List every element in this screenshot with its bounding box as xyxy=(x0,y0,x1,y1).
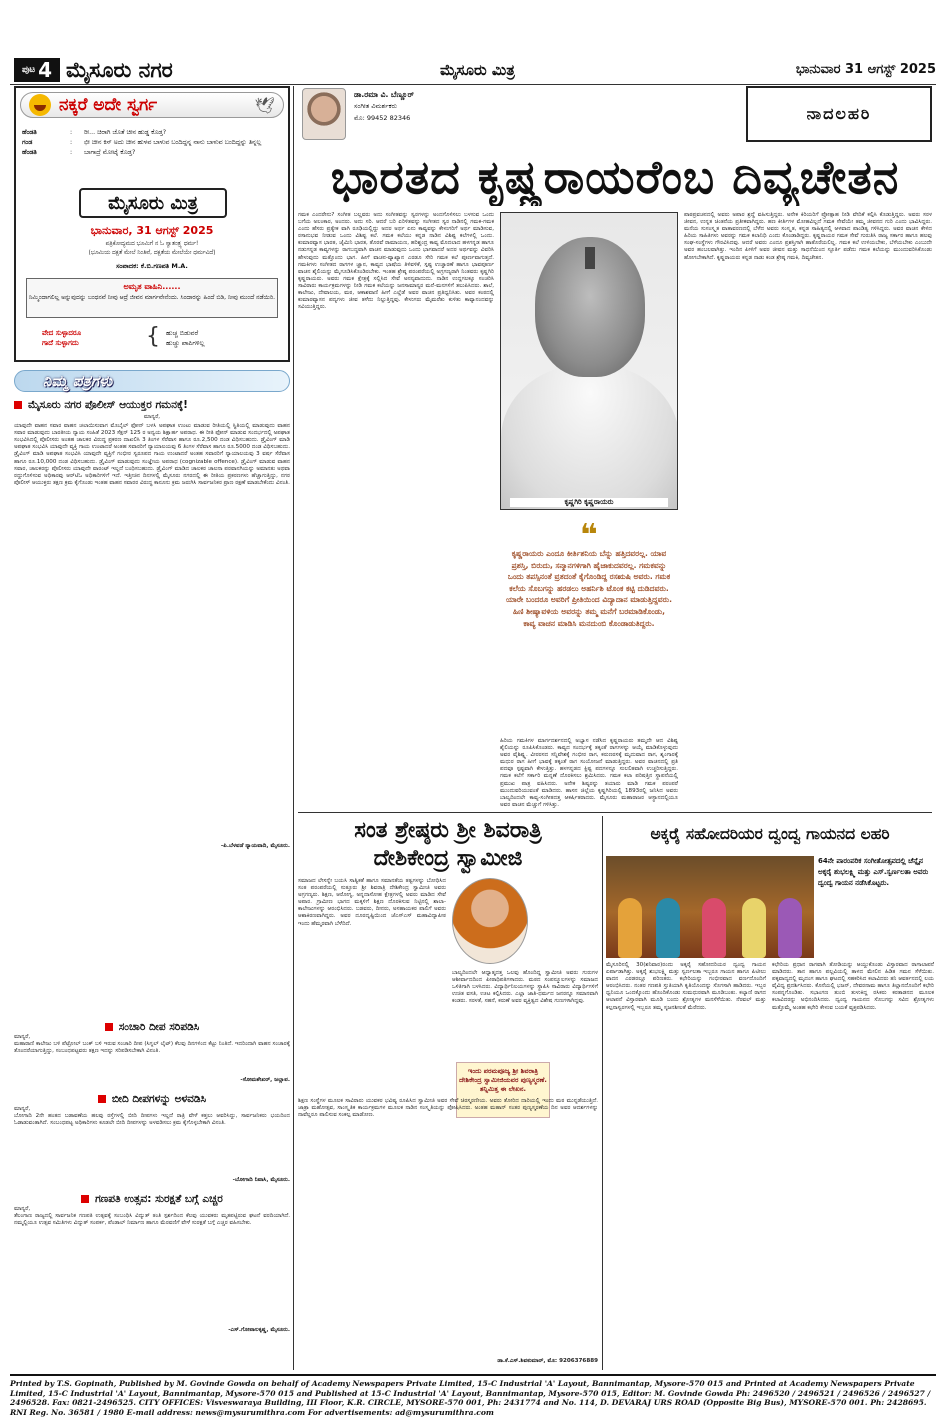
brace-icon: { xyxy=(146,324,160,349)
article-divider xyxy=(298,812,932,813)
swami-column-2a: ಬಾಲ್ಯದಿಂದಲೇ ಆಧ್ಯಾತ್ಮದತ್ತ ಒಲವು ಹೊಂದಿದ್ದ ಸ್ವಾಮೀಜಿ ಅವರು ಗುರುಗಳ ಆಶೀರ್ವಾದದಿಂದ ಪೀಠಾಧಿಪತಿಗಳಾದರು. ಮಠದ ಸಂಪನ್ಮೂಲಗಳನ್ನು ಸಮಾಜದ ಒಳಿತಿಗಾಗಿ ಬಳಸಿದರು. ವಿದ್ಯಾರ್ಥಿನಿಲಯಗಳನ್ನು ಸ್ಥಾಪಿಸಿ ಸಾವಿರಾರು ವಿದ್ಯಾರ್ಥಿಗಳಿಗೆ ಉಚಿತ ವಸತಿ, ಊಟ ಕಲ್ಪಿಸಿದರು. ಎಲ್ಲಾ ಜಾತಿ-ಧರ್ಮದ ಜನರನ್ನೂ ಸಮಾನವಾಗಿ ಕಂಡರು. ಸರಳತೆ, ಸಹನೆ, ಕರುಣೆ ಅವರ ವ್ಯಕ್ತಿತ್ವದ ವಿಶೇಷ ಗುಣಗಳಾಗಿದ್ದವು. xyxy=(452,970,598,1005)
letters-section-title: ನಿಮ್ಮ ಪತ್ರಗಳು xyxy=(43,372,113,390)
proverb-line: ವೇದ ಸುಳ್ಳಾದರೂ xyxy=(42,329,82,337)
proverb-right xyxy=(166,328,276,348)
joke-text: ಬಾಗಾದ್ರೆ ಮೋಟೈ ಕೊಡ್ತ? xyxy=(84,149,136,156)
birds-icon: 🕊 xyxy=(254,95,275,115)
page-number: 4 xyxy=(38,58,53,82)
joke-banner xyxy=(20,92,284,118)
author-name: ಡಾ.ರಮಾ ವಿ. ಬೆಣ್ಣೂರ್ xyxy=(354,90,414,99)
letter-title-text: ಬೀದಿ ದೀಪಗಳನ್ನು ಅಳವಡಿಸಿ xyxy=(111,1093,207,1105)
sisters-column-1: ಮೈಸೂರಿನಲ್ಲಿ 30(ಶನಿವಾರ)ರಂದು ಅಕ್ಕರೈ ಸಹೋದರಿಯರ ದ್ವಂದ್ವ ಗಾಯನ ಏರ್ಪಾಡಾಗಿತ್ತು. ಅಕ್ಕರೈ ಶುಭಲಕ್ಷ್ಮಿ ಮತ್ತು ಸ್ವರ್ಣಲತಾ ಇಬ್ಬರೂ ಗಾಯನ ಹಾಗೂ ಪಿಟೀಲು ವಾದನ ಎರಡರಲ್ಲೂ ಪರಿಣತರು. ಕಛೇರಿಯನ್ನು ಗಂಭೀರವಾದ ವರ್ಣದೊಂದಿಗೆ ಆರಂಭಿಸಿದರು. ನಂತರ ಗಣಪತಿ ಸ್ತುತಿಯಾಗಿ ಕೃತಿಯೊಂದನ್ನು ಸೊಗಸಾಗಿ ಹಾಡಿದರು. ಇಬ್ಬರ ಧ್ವನಿಯೂ ಒಂದಕ್ಕೊಂದು ಹೊಂದಿಕೊಂಡು ಸುಮಧುರವಾಗಿ ಮೂಡಿಬಂತು. ಕಲ್ಯಾಣಿ ರಾಗದ ಆಲಾಪನೆ ವಿಸ್ತಾರವಾಗಿ ಮೂಡಿ ಬಂದು ಶ್ರೋತೃಗಳ ಮನಸೆಳೆಯಿತು. ನೆರವಲ್ ಮತ್ತು ಕಲ್ಪನಾಸ್ವರಗಳಲ್ಲಿ ಇಬ್ಬರೂ ತಮ್ಮ ಸೃಜನಶೀಲತೆ ಮೆರೆದರು. xyxy=(606,962,766,1011)
swami-headline xyxy=(298,816,598,872)
joke-box xyxy=(14,86,290,362)
joke-line: ಗಂಡ : ಛೀ ಚೀನ ಕಿಸ್ ಅದು ಚೀನ ಹುಳವ ಬಾಳುವ ಬಂದಿದ್ದನ್ನ ನಾನು ಬಾಳುವ ಬಂದಿದ್ದನ್ನು ತಿನ್ನಲ್ಲ xyxy=(22,138,284,148)
article-column-3: ಪಾಠಪ್ರವಚನದಲ್ಲಿ ಅವರು ಅಪಾರ ಶ್ರದ್ಧೆ ವಹಿಸುತ್ತಿದ್ದರು. ಅನೇಕ ಕಿರಿಯರಿಗೆ ಪ್ರೋತ್ಸಾಹ ನೀಡಿ ವೇದಿಕೆ ಕಲ್ಪಿಸಿ ಕೊಡುತ್ತಿದ್ದರು. ಅವರು ಸರಳ ಜೀವನ, ಉನ್ನತ ಚಿಂತನೆಯ ಪ್ರತೀಕವಾಗಿದ್ದರು. ಹಣ ಕೀರ್ತಿಗಳ ಮೋಹವಿಲ್ಲದೆ ಗಮಕ ಸೇವೆಯೇ ತಮ್ಮ ಜೀವನದ ಗುರಿ ಎಂದು ಭಾವಿಸಿದ್ದರು. ಮನೆಯ ಸುಸಂಸ್ಕೃತ ವಾತಾವರಣದಲ್ಲಿ ಬೆಳೆದ ಅವರು ಸಂಸ್ಕೃತ, ಕನ್ನಡ ಸಾಹಿತ್ಯದಲ್ಲಿ ಆಳವಾದ ಪಾಂಡಿತ್ಯ ಗಳಿಸಿದ್ದರು. ಅವರ ವಾಚನ ಕೇಳಿದ ಹಿರಿಯ ಸಾಹಿತಿಗಳು ಅವರನ್ನು ಗಮಕ ಕಲಾನಿಧಿ ಎಂದು ಕೊಂಡಾಡಿದ್ದರು. ಕೃಷ್ಣರಾಯರ ಗಮಕ ಸೇವೆ ಗುರುತಿಸಿ ರಾಜ್ಯ ಸರ್ಕಾರ ಹಾಗೂ ಹಲವು ಸಂಘ-ಸಂಸ್ಥೆಗಳು ಗೌರವಿಸಿದವು. ಆದರೆ ಅವರು ಎಂದೂ ಪ್ರಶಸ್ತಿಗಾಗಿ ಹಾತೊರೆಯಲಿಲ್ಲ. ಗಮಕ ಕಲೆ ಉಳಿಯಬೇಕು, ಬೆಳೆಯಬೇಕು ಎಂಬುದೇ ಅವರ ಹಂಬಲವಾಗಿತ್ತು. ಇಂದಿನ ಪೀಳಿಗೆ ಅವರ ಜೀವನ ಮತ್ತು ಸಾಧನೆಯಿಂದ ಸ್ಫೂರ್ತಿ ಪಡೆದು ಗಮಕ ಕಲೆಯನ್ನು ಮುಂದುವರಿಸಿಕೊಂಡು ಹೋಗಬೇಕಾಗಿದೆ. ಕೃಷ್ಣರಾಯರು ಕನ್ನಡ ನಾಡು ಕಂಡ ಶ್ರೇಷ್ಠ ಗಮಕಿ, ದಿವ್ಯಚೇತನ. xyxy=(684,212,932,261)
letter-salutation: ಮಾನ್ಯರೆ, xyxy=(143,414,161,420)
portrait-photo xyxy=(500,212,678,510)
editor-line: ಸಂಪಾದಕ: ಕೆ.ಬಿ.ಗಣಪತಿ M.A. xyxy=(116,262,188,270)
letter-signature: -ಪಿ.ಬೆಳವಡೆ ನ್ಯಾಯವಾದಿ, ಮೈಸೂರು. xyxy=(220,843,290,850)
main-headline: ಭಾರತದ ಕೃಷ್ಣರಾಯರೆಂಬ ದಿವ್ಯಚೇತನ xyxy=(330,150,900,204)
issue-date: ಭಾನುವಾರ 31 ಆಗಸ್ಟ್ 2025 xyxy=(795,62,936,77)
proverb-left xyxy=(42,328,142,348)
quote-mark-icon: ❝ xyxy=(580,518,598,553)
letter-body: ಬೋಗಾದಿ 2ನೇ ಹಂತದ ಬಡಾವಣೆಯ ಹಲವು ರಸ್ತೆಗಳಲ್ಲಿ ಬೀದಿ ದೀಪಗಳು ಇಲ್ಲದೆ ರಾತ್ರಿ ವೇಳೆ ಕತ್ತಲು ಆವರಿಸಿದ್ದು, ಸಾರ್ವಜನಿಕರು ಭಯದಿಂದ ಓಡಾಡುವಂತಾಗಿದೆ. ಸಂಬಂಧಪಟ್ಟ ಅಧಿಕಾರಿಗಳು ಕೂಡಲೇ ಬೀದಿ ದೀಪಗಳನ್ನು ಅಳವಡಿಸಲು ಕ್ರಮ ಕೈಗೊಳ್ಳಬೇಕಾಗಿ ವಿನಂತಿ. xyxy=(14,1113,290,1127)
publication-date: ಭಾನುವಾರ, 31 ಆಗಸ್ಟ್ 2025 xyxy=(90,224,214,237)
proverb-line: ಹುಚ್ಚು ಪಾಪಿಗಳಿಲ್ಲ xyxy=(166,339,205,347)
letter-item xyxy=(14,1020,290,1084)
proverb-line: ಗಾದೆ ಸುಳ್ಳಾಗದು xyxy=(42,339,79,347)
concert-performer xyxy=(656,898,680,958)
column-divider xyxy=(602,816,603,1370)
joke-speaker: ಹೆಂಡತಿ xyxy=(22,129,37,136)
letter-signature: -ಸೋಮಶೇಖರ್, ಜಲ್ಲಾಪ. xyxy=(240,1077,290,1084)
swami-column-1a: ಸಮಾಜದ ಲೇಸನ್ನೇ ಬಯಸಿ ಸಾತ್ವಿಕತೆ ಹಾಗೂ ಸಮಾನತೆಯ ತತ್ವಗಳನ್ನು ಬೋಧಿಸಿದ ಸಂತ ಪರಂಪರೆಯಲ್ಲಿ ಸುತ್ತೂರು ಶ್ರೀ ಶಿವರಾತ್ರಿ ದೇಶಿಕೇಂದ್ರ ಸ್ವಾಮೀಜಿ ಅವರು ಅಗ್ರಗಣ್ಯರು. ಶಿಕ್ಷಣ, ಆರೋಗ್ಯ, ಅನ್ನದಾಸೋಹ ಕ್ಷೇತ್ರಗಳಲ್ಲಿ ಅವರು ಮಾಡಿದ ಸೇವೆ ಅಪಾರ. ಗ್ರಾಮೀಣ ಭಾಗದ ಮಕ್ಕಳಿಗೆ ಶಿಕ್ಷಣ ದೊರಕಿಸುವ ನಿಟ್ಟಿನಲ್ಲಿ ಶಾಲಾ-ಕಾಲೇಜುಗಳನ್ನು ಆರಂಭಿಸಿದರು. ಬಡವರು, ದೀನರು, ಅಸಹಾಯಕರ ಪಾಲಿಗೆ ಅವರು ಆಶಾಕಿರಣವಾಗಿದ್ದರು. ಅವರ ದೂರದೃಷ್ಟಿಯಿಂದ ಜೆಎಸ್ಎಸ್ ಮಹಾವಿದ್ಯಾಪೀಠ ಇಂದು ಹೆಮ್ಮರವಾಗಿ ಬೆಳೆದಿದೆ. xyxy=(298,878,446,927)
portrait-forehead-mark xyxy=(585,247,595,269)
joke-title: ನಕ್ಕರೆ ಅದೇ ಸ್ವರ್ಗ xyxy=(59,95,158,115)
concert-caption: 64ನೇ ಪಾರಂಪರಿಕ ಸಂಗೀತೋತ್ಸವದಲ್ಲಿ ಚೆನ್ನೈನ ಅಕ್ಕರೈ ಶುಭಲಕ್ಷ್ಮಿ ಮತ್ತು ಎಸ್.ಸ್ವರ್ಣಲತಾ ಅವರು ದ್ವಂದ್ವ ಗಾಯನ ನಡೆಸಿಕೊಟ್ಟರು. xyxy=(818,857,929,887)
letter-title-text: ಸಂಚಾರಿ ದೀಪ ಸರಿಪಡಿಸಿ xyxy=(118,1021,200,1033)
joke-text: ಛೀ ಚೀನ ಕಿಸ್ ಅದು ಚೀನ ಹುಳವ ಬಾಳುವ ಬಂದಿದ್ದನ್ನ ನಾನು ಬಾಳುವ ಬಂದಿದ್ದನ್ನು ತಿನ್ನಲ್ಲ xyxy=(84,139,262,146)
letter-item xyxy=(14,398,290,850)
page-label: ಪುಟ xyxy=(21,65,36,75)
concert-photo xyxy=(606,856,814,958)
letter-title-text: ಗಣಪತಿ ಉತ್ಸವ: ಸುರಕ್ಷತೆ ಬಗ್ಗೆ ಎಚ್ಚರ xyxy=(95,1193,223,1205)
letter-title-text: ಮೈಸೂರು ನಗರ ಪೊಲೀಸ್ ಆಯುಕ್ತರ ಗಮನಕ್ಕೆ! xyxy=(28,399,188,411)
red-square-bullet-icon xyxy=(98,1095,106,1103)
letter-salutation: ಮಾನ್ಯರೆ, xyxy=(14,1206,31,1212)
joke-speaker: ಹೆಂಡತಿ xyxy=(22,149,37,156)
letter-title xyxy=(14,398,290,412)
joke-text: ರೀ... ಚಿರಾಗಿ ಜೊತೆ ಚೀನ ಹುಡ್ಡ ಕೊಡ್ತ? xyxy=(84,129,167,136)
concert-performer xyxy=(618,898,642,958)
laugh-emoji-icon xyxy=(29,94,51,116)
page-number-badge xyxy=(14,58,60,82)
paper-logo: ಮೈಸೂರು ಮಿತ್ರ xyxy=(79,188,227,218)
joke-line: ಹೆಂಡತಿ : ಬಾಗಾದ್ರೆ ಮೋಟೈ ಕೊಡ್ತ? xyxy=(22,148,284,158)
swami-photo xyxy=(452,878,528,964)
swami-byline: ಡಾ.ಕೆ.ಎಸ್.ಶಿವಕುಮಾರ್, ಮೊ: 9206376889 xyxy=(497,1358,598,1364)
swami-headline-line-2: ದೇಶಿಕೇಂದ್ರ ಸ್ವಾಮೀಜಿ xyxy=(373,845,523,871)
swami-column-body: ಶಿಕ್ಷಣ ಸಂಸ್ಥೆಗಳ ಮೂಲಕ ಸಾವಿರಾರು ಯುವಕರ ಭವಿಷ್ಯ ರೂಪಿಸಿದ ಸ್ವಾಮೀಜಿ ಅವರ ಸೇವೆ ಚಿರಸ್ಮರಣೀಯ. ಅವರು ತೋರಿದ ದಾರಿಯಲ್ಲಿ ಇಂದು ಮಠ ಮುನ್ನಡೆಯುತ್ತಿದೆ. ಜಾತ್ರಾ ಮಹೋತ್ಸವ, ಸಾಂಸ್ಕೃತಿಕ ಕಾರ್ಯಕ್ರಮಗಳ ಮೂಲಕ ನಾಡಿನ ಸಂಸ್ಕೃತಿಯನ್ನು ಪೋಷಿಸಿದರು. ಅಂತಹ ಮಹಾನ್ ಸಂತರ ಪುಣ್ಯಸ್ಮರಣೆಯ ದಿನ ಅವರ ಆದರ್ಶಗಳನ್ನು ನಾವೆಲ್ಲರೂ ಪಾಲಿಸುವ ಸಂಕಲ್ಪ ಮಾಡೋಣ. xyxy=(298,1098,598,1119)
portrait-body xyxy=(501,363,678,510)
sisters-headline: ಅಕ್ಕರೈ ಸಹೋದರಿಯರ ದ್ವಂದ್ವ ಗಾಯನದ ಲಹರಿ xyxy=(650,824,890,843)
section-tag: ನಾದಲಹರಿ xyxy=(746,86,932,142)
author-phone: ಮೊ: 99452 82346 xyxy=(354,114,411,122)
letters-section-header xyxy=(14,370,290,392)
article-column-2: ಹಿರಿಯ ಗಮಕಿಗಳ ಮಾರ್ಗದರ್ಶನದಲ್ಲಿ ಅಭ್ಯಾಸ ನಡೆಸಿದ ಕೃಷ್ಣರಾಯರು ತಮ್ಮದೇ ಆದ ವಿಶಿಷ್ಟ ಶೈಲಿಯನ್ನು ರೂಪಿಸಿಕೊಂಡರು. ಕಾವ್ಯದ ಸಂದರ್ಭಕ್ಕೆ ತಕ್ಕಂತೆ ರಾಗಗಳನ್ನು ಆಯ್ಕೆ ಮಾಡಿಕೊಳ್ಳುವುದು ಅವರ ವೈಶಿಷ್ಟ್ಯ. ವೀರರಸದ ಸನ್ನಿವೇಶಕ್ಕೆ ಗಂಭೀರ ರಾಗ, ಕರುಣರಸಕ್ಕೆ ಮೃದುವಾದ ರಾಗ, ಶೃಂಗಾರಕ್ಕೆ ಮಧುರ ರಾಗ ಹೀಗೆ ಭಾವಕ್ಕೆ ತಕ್ಕಂತೆ ರಾಗ ಸಂಯೋಜನೆ ಮಾಡುತ್ತಿದ್ದರು. ಅವರ ವಾಚನದಲ್ಲಿ ಪ್ರತಿ ಪದವೂ ಸ್ಪಷ್ಟವಾಗಿ ಕೇಳುತ್ತಿತ್ತು. ಹಳಗನ್ನಡದ ಕ್ಲಿಷ್ಟ ಪದಗಳನ್ನೂ ಸುಲಲಿತವಾಗಿ ಉಚ್ಚರಿಸುತ್ತಿದ್ದರು. ಗಮಕ ಕಲೆಗೆ ಸರ್ಕಾರಿ ಮನ್ನಣೆ ದೊರಕಿಸಲು ಶ್ರಮಿಸಿದರು. ಗಮಕ ಕಲಾ ಪರಿಷತ್ತಿನ ಸ್ಥಾಪನೆಯಲ್ಲಿ ಪ್ರಮುಖ ಪಾತ್ರ ವಹಿಸಿದರು. ಅನೇಕ ಶಿಷ್ಯರನ್ನು ತಯಾರು ಮಾಡಿ ಗಮಕ ಪರಂಪರೆ ಮುಂದುವರಿಯುವಂತೆ ಮಾಡಿದರು. ಹಾಸನ ಜಿಲ್ಲೆಯ ಕೃಷ್ಣಗಿರಿಯಲ್ಲಿ 1893ರಲ್ಲಿ ಜನಿಸಿದ ಅವರು ಬಾಲ್ಯದಿಂದಲೇ ಕಾವ್ಯ-ಸಂಗೀತದತ್ತ ಆಕರ್ಷಿತರಾದರು. ಮೈಸೂರು ಮಹಾರಾಜರ ಆಸ್ಥಾನದಲ್ಲಿಯೂ ಅವರ ವಾಚನ ಮೆಚ್ಚುಗೆ ಗಳಿಸಿತ್ತು. xyxy=(500,738,678,808)
letter-signature: -ಬೋಗಾದಿ ನಿವಾಸಿ, ಮೈಸೂರು. xyxy=(232,1177,290,1184)
letter-body: ತೆಲಂಗಾಣ ರಾಜ್ಯದಲ್ಲಿ ಸಾರ್ವಜನಿಕ ಗಣಪತಿ ಉತ್ಸವಕ್ಕೆ ಸಂಬಂಧಿಸಿ ವಿದ್ಯುತ್ ತಂತಿ ಸ್ಪರ್ಶದಿಂದ ಕೆಲವು ಯುವಕರು ಮೃತಪಟ್ಟಿರುವ ಘಟನೆ ವರದಿಯಾಗಿದೆ. ನಮ್ಮಲ್ಲಿಯೂ ಉತ್ಸವ ಸಮಿತಿಗಳು ವಿದ್ಯುತ್ ಸಂಪರ್ಕ, ಪೆಂಡಾಲ್ ನಿರ್ಮಾಣ ಹಾಗೂ ಮೆರವಣಿಗೆ ವೇಳೆ ಸುರಕ್ಷತೆ ಬಗ್ಗೆ ಎಚ್ಚರ ವಹಿಸಬೇಕು. xyxy=(14,1213,290,1227)
swami-headline-line-1: ಸಂತ ಶ್ರೇಷ್ಠರು ಶ್ರೀ ಶಿವರಾತ್ರಿ xyxy=(354,817,542,843)
letter-title xyxy=(14,1092,290,1106)
letter-signature: -ಎಸ್.ಗೋಪಾಲಕೃಷ್ಣ, ಮೈಸೂರು. xyxy=(228,1327,290,1334)
author-role: ಸಂಗೀತ ವಿಮರ್ಶಕರು xyxy=(354,102,398,110)
pull-quote xyxy=(500,518,678,732)
letter-body: ಮಹಾರಾಣಿ ಕಾಲೇಜು ಬಳಿ ಪೆಟ್ರೋಲ್ ಬಂಕ್ ಬಳಿ ಇರುವ ಸಂಚಾರಿ ದೀಪ (ಸಿಗ್ನಲ್ ಲೈಟ್) ಕೆಲವು ದಿನಗಳಿಂದ ಕೆಟ್ಟು ನಿಂತಿದೆ. ಇದರಿಂದಾಗಿ ವಾಹನ ಸಂಚಾರಕ್ಕೆ ತೊಂದರೆಯಾಗುತ್ತಿದ್ದು, ಸಂಬಂಧಪಟ್ಟವರು ತಕ್ಷಣ ಇದನ್ನು ಸರಿಪಡಿಸಬೇಕಾಗಿ ವಿನಂತಿ. xyxy=(14,1041,290,1055)
imprint-footer: Printed by T.S. Gopinath, Published by M. Govinde Gowda on behalf of Academy Newspapers Private Limited, 15-C Industrial 'A' Layout, Bannimantap, Mysore-570 015 and Printed at Academy Newspapers Private Limited, 15-C Industrial 'A' Layout, Bannimantap, Mysore-570 015 and Published at 15-C Industrial 'A' Layout, Bannimantap, Mysore-570 015, Editor: M. Govinde Gowda Ph: 2496520 / 2496521 / 2496526 / 2496527 / 2496528. Fax: 0821-2496525. CITY OFFICES: Visveswaraya Building, III Floor, K.R. CIRCLE, MYSORE-570 001, Ph: 2431774 and No. 114, D. DEVARAJ URS ROAD (Opposite Big Bus), MYSORE-570 001. Ph: 2428695. RNI Reg. No. 36581 / 1980 E-mail address: news@mysurumithra.com For advertisements: ad@mysurumithra.com xyxy=(10,1374,936,1416)
concert-performer xyxy=(742,898,766,958)
city-section-title: ಮೈಸೂರು ನಗರ xyxy=(66,58,173,82)
masthead-rule xyxy=(10,84,936,85)
paper-name: ಮೈಸೂರು ಮಿತ್ರ xyxy=(440,61,515,79)
joke-speaker: ಗಂಡ xyxy=(22,139,33,146)
joke-line: ಹೆಂಡತಿ : ರೀ... ಚಿರಾಗಿ ಜೊತೆ ಚೀನ ಹುಡ್ಡ ಕೊಡ್ತ? xyxy=(22,128,284,138)
letter-salutation: ಮಾನ್ಯರೆ, xyxy=(14,1106,31,1112)
amrita-vahini-box xyxy=(26,278,278,318)
red-square-bullet-icon xyxy=(105,1023,113,1031)
joke-dialogue xyxy=(22,128,284,158)
letter-salutation: ಮಾನ್ಯರೆ, xyxy=(14,1034,31,1040)
amrita-title: ಅಮೃತ ವಾಹಿನಿ...... xyxy=(123,282,181,291)
column-divider xyxy=(293,86,294,1370)
concert-performer xyxy=(702,898,726,958)
sisters-column-2: ಕಛೇರಿಯ ಪ್ರಧಾನ ರಾಗವಾಗಿ ತೋಡಿಯನ್ನು ಆಯ್ದುಕೊಂಡು ವಿಸ್ತಾರವಾದ ರಾಗಾಲಾಪನೆ ಮಾಡಿದರು. ತಾನ ಹಾಗೂ ಪಲ್ಲವಿಯಲ್ಲಿ ತಾಳದ ಮೇಲಿನ ಹಿಡಿತ ಗಮನ ಸೆಳೆಯಿತು. ಪಕ್ಕವಾದ್ಯದಲ್ಲಿ ಮೃದಂಗ ಹಾಗೂ ಘಟದಲ್ಲಿ ಸಹಕರಿಸಿದ ಕಲಾವಿದರು ತನಿ ಆವರ್ತನದಲ್ಲಿ ಲಯ ವೈವಿಧ್ಯ ಪ್ರದರ್ಶಿಸಿದರು. ಕೊನೆಯಲ್ಲಿ ಭಜನ್, ದೇವರನಾಮ ಹಾಗೂ ತಿಲ್ಲಾನದೊಂದಿಗೆ ಕಛೇರಿ ಸಂಪನ್ನಗೊಂಡಿತು. ಸಭಾಂಗಣ ತುಂಬಿ ತುಳುಕಿದ್ದ ರಸಿಕರು ಕರತಾಡನದ ಮೂಲಕ ಕಲಾವಿದರನ್ನು ಅಭಿನಂದಿಸಿದರು. ದ್ವಂದ್ವ ಗಾಯನದ ಸೊಬಗನ್ನು ಸವಿದ ಶ್ರೋತೃಗಳು ಮತ್ತೊಮ್ಮೆ ಅಂತಹ ಕಛೇರಿ ಕೇಳುವ ಬಯಕೆ ವ್ಯಕ್ತಪಡಿಸಿದರು. xyxy=(772,962,934,1011)
letter-body: ಯಾವುದೇ ವಾಹನ ಸವಾರ ವಾಹನ ಚಲಾಯಿಸುವಾಗ ಮೊಬೈಲ್ ಫೋನ್ ಬಳಸಿ ಅಪಘಾತ ಉಂಟು ಮಾಡುವ ರೀತಿಯಲ್ಲಿ ಸ್ಥಿತಿಯಲ್ಲಿ ಮಾಡುವುದು ವಾಹನ ಸವಾರ ಮಾಡುವುದು ಬಾರತೀಯ ನ್ಯಾಯ ಸಂಹಿತೆ 2023 ಸೆಕ್ಷನ್ 125 ರ ಅನ್ವಯ ಶಿಕ್ಷಾರ್ಹ ಅಪರಾಧ. ಈ ರೀತಿ ಫೋನ್ ಮಾಡುವ ಸಂದರ್ಭದಲ್ಲಿ ಅಪಘಾತ ಸಂಭವಿಸಿದಲ್ಲಿ ಪೊಲೀಸರು ಅಂತಹ ಚಾಲಕರ ವಿರುದ್ಧ ಪ್ರಕರಣ ದಾಖಲಿಸಿ 3 ತಿಂಗಳ ಸೆರೆವಾಸ ಹಾಗೂ ರೂ.2,500 ದಂಡ ವಿಧಿಸಬಹುದು. ಡ್ರೈವಿಂಗ್ ಮಾಡಿ ಅಪಘಾತ ಸಂಭವಿಸಿ ಯಾವುದೇ ವ್ಯಕ್ತಿ ಗಾಯ ಉಂಟಾದರೆ ಅಂತಹ ಸವಾರರಿಗೆ ನ್ಯಾಯಾಲಯವು 6 ತಿಂಗಳ ಸೆರೆವಾಸ ಹಾಗೂ ರೂ.5000 ದಂಡ ವಿಧಿಸಬಹುದು. ಡ್ರೈವಿಂಗ್ ಮಾಡಿ ಅಪಘಾತ ಸಂಭವಿಸಿ ಯಾವುದೇ ವ್ಯಕ್ತಿಗೆ ಗಂಭೀರ ಸ್ವರೂಪದ ಗಾಯ ಉಂಟಾದರೆ ಅಂತಹ ಸವಾರರಿಗೆ ನ್ಯಾಯಾಲಯವು 3 ವರ್ಷ ಸೆರೆವಾಸ ಹಾಗೂ ರೂ.10,000 ದಂಡ ವಿಧಿಸಬಹುದು. ಡ್ರೈವಿಂಗ್ ಮಾಡುವುದು ಸಂಜ್ಞೇಯ ಅಪರಾಧ (cognizable offence). ಡ್ರೈವಿಂಗ್ ಮಾಡುವ ವಾಹನ ಸವಾರ, ಚಾಲಕರನ್ನು ಪೊಲೀಸರು ಯಾವುದೇ ವಾರಂಟ್ ಇಲ್ಲದೆ ಬಂಧಿಸಬಹುದು. ಡ್ರೈವಿಂಗ್ ಮಾಡಿದ ಚಾಲಕರ ಚಾಲನಾ ಪರವಾನಗಿಯನ್ನು ಅಮಾನತು ಅಥವಾ ರದ್ದುಗೊಳಿಸುವ ಅಧಿಕಾರವು ಆರ್‌ಟಿಓ ಅಧಿಕಾರಿಗಳಿಗೆ ಇದೆ. ಇತ್ತೀಚಿನ ದಿನಗಳಲ್ಲಿ ಮೈಸೂರು ನಗರದಲ್ಲಿ ಈ ರೀತಿಯ ಪ್ರಕರಣಗಳು ಹೆಚ್ಚಾಗುತ್ತಿದ್ದು, ನಗರ ಪೊಲೀಸ್ ಆಯುಕ್ತರು ತಕ್ಷಣ ಕ್ರಮ ಕೈಗೊಂಡು ಇಂತಹ ವಾಹನ ಸವಾರರ ವಿರುದ್ಧ ಕಾನೂನು ಕ್ರಮ ಜರುಗಿಸಿ ಸಾರ್ವಜನಿಕರ ಪ್ರಾಣ ರಕ್ಷಣೆ ಮಾಡಬೇಕೆಂದು ವಿನಂತಿ. xyxy=(14,423,290,486)
letter-title xyxy=(14,1020,290,1034)
motto-subline: (ಭೂಮಿಯ ದಕ್ಷತೆ ಮೇಲೆ ನಿಂತಿವೆ, ದಕ್ಷತೆಯ ಮೇಲೆಯೇ ಧರ್ಮವಿದೆ) xyxy=(88,250,216,256)
red-square-bullet-icon xyxy=(14,401,22,409)
author-box xyxy=(298,86,742,144)
article-column-1: ಗಮಕ ಎಂದರೇನು? ಸಂಗೀತ ಬಲ್ಲವರು ಅದು ಸಂಗೀತವನ್ನು ಸ್ವರಗಳನ್ನು ಅಂದಗೊಳಿಸಲು ಬಳಸುವ ಒಂದು ಬಗೆಯ ಅಲಂಕಾರ, ಅಂದರು. ಅದು ಸರಿ. ಆದರೆ ಬರಿ ಏರಿಳಿತವನ್ನು ಸಂಗೀತದ ಸ್ವರ ನಾಡಿನಲ್ಲಿ ಗಮಕ-ಗಮಕ ಎಂದು ಹೆಸರು ಪ್ರತ್ಯೇಕ ವಾಗಿ ರೂಢಿಯಲ್ಲಿದ್ದು ಅದರ ಅರ್ಥ ಏನು ಕಾವ್ಯವನ್ನು ಕೇಳುಗರಿಗೆ ಅರ್ಥ ಮಾಡಿಸುವ, ರಸಾನುಭವ ನೀಡುವ ಒಂದು ವಿಶಿಷ್ಟ ಕಲೆ. ಗಮಕ ಕಲೆಯು ಕನ್ನಡ ನಾಡಿನ ವಿಶಿಷ್ಟ ಕಲೆಗಳಲ್ಲಿ ಒಂದು. ಕುಮಾರವ್ಯಾಸ ಭಾರತ, ಜೈಮಿನಿ ಭಾರತ, ತೊರವೆ ರಾಮಾಯಣ, ಹರಿಶ್ಚಂದ್ರ ಕಾವ್ಯ ಮೊದಲಾದ ಹಳಗನ್ನಡ ಹಾಗೂ ನಡುಗನ್ನಡ ಕಾವ್ಯಗಳನ್ನು ರಾಗಬದ್ಧವಾಗಿ ವಾಚನ ಮಾಡುವುದು ಒಂದು ಭಾಗವಾದರೆ ಅದರ ಅರ್ಥವನ್ನು ವಿವರಿಸಿ ಹೇಳುವುದು ಮತ್ತೊಂದು ಭಾಗ. ಹೀಗೆ ವಾಚನ-ವ್ಯಾಖ್ಯಾನ ಎರಡೂ ಸೇರಿ ಗಮಕ ಕಲೆ ಪೂರ್ಣವಾಗುತ್ತದೆ. ಗಮಕಿಗಳು ಸಂಗೀತದ ರಾಗಗಳ ಜ್ಞಾನ, ಕಾವ್ಯದ ಭಾಷೆಯ ತಿಳಿವಳಿಕೆ, ಸ್ಪಷ್ಟ ಉಚ್ಚಾರಣೆ ಹಾಗೂ ಭಾವಪೂರ್ಣ ವಾಚನ ಶೈಲಿಯನ್ನು ಮೈಗೂಡಿಸಿಕೊಂಡಿರಬೇಕು. ಇಂತಹ ಶ್ರೇಷ್ಠ ಪರಂಪರೆಯಲ್ಲಿ ಅಗ್ರಗಣ್ಯರಾಗಿ ನಿಂತವರು ಕೃಷ್ಣಗಿರಿ ಕೃಷ್ಣರಾಯರು. ಅವರು ಗಮಕ ಕ್ಷೇತ್ರಕ್ಕೆ ಸಲ್ಲಿಸಿದ ಸೇವೆ ಅನನ್ಯವಾದುದು. ನಾಡಿನ ಉದ್ದಗಲಕ್ಕೂ ಸಂಚರಿಸಿ ಸಾವಿರಾರು ಕಾರ್ಯಕ್ರಮಗಳನ್ನು ನೀಡಿ ಗಮಕ ಕಲೆಯನ್ನು ಜನಸಾಮಾನ್ಯರ ಮನೆ-ಮನಗಳಿಗೆ ತಲುಪಿಸಿದರು. ಶಾಲೆ, ಕಾಲೇಜು, ದೇವಾಲಯ, ಮಠ, ಆಕಾಶವಾಣಿ ಹೀಗೆ ಎಲ್ಲೆಡೆ ಅವರ ವಾಚನ ಪ್ರತಿಧ್ವನಿಸಿತು. ಅವರ ಕಂಠದಲ್ಲಿ ಕುಮಾರವ್ಯಾಸನ ಪದ್ಯಗಳು ಜೀವ ತಳೆದು ನಿಲ್ಲುತ್ತಿದ್ದವು. ಕೇಳುಗರು ಮೈಮರೆತು ಕುಳಿತು ಕಾವ್ಯಾನಂದವನ್ನು ಸವಿಯುತ್ತಿದ್ದರು. xyxy=(298,212,494,311)
portrait-caption: ಕೃಷ್ಣಗಿರಿ ಕೃಷ್ಣರಾಯರು xyxy=(510,498,668,507)
proverb-line: ಹುಚ್ಚ ಬಿಡುವರೆ xyxy=(166,329,199,337)
amrita-text: ನಿಮ್ಮಿಂದಾಗಲಿಲ್ಲ ಅನ್ನುವುದನ್ನು ಬಂಧನವೆ ನೀವು ಆದ್ರೆ ಜೀವನ ಮಾರ್ಗವೇನೆಂದು. ಸಿಂದಾರನ್ನು ಹಿಂದೆ ಬಿಡಿ, ನೀವು ಮುಂದೆ ನಡೆಯಿರಿ. xyxy=(28,294,276,301)
author-photo xyxy=(302,88,346,140)
red-square-bullet-icon xyxy=(81,1195,89,1203)
pull-quote-text: ಕೃಷ್ಣರಾಯರು ಎಂದೂ ಕೀರ್ತಿಶನಿಯ ಬೆನ್ನು ಹತ್ತಿದವರಲ್ಲ. ಯಾವ ಪ್ರಶಸ್ತಿ, ಬಿರುದು, ಸನ್ಮಾನಗಳಿಗಾಗಿ ಹೈಜಾಕುದವರಲ್ಲ. ಗಮಕವನ್ನು ಒಂದು ತಪಸ್ಸಿನಂತೆ ವ್ರತದಂತೆ ಕೈಗೊಂಡಿದ್ದ ರಸಋಷಿ ಅವರು. ಗಮಕ ಕಲೆಯ ಸೊಬಗನ್ನು ಹರಡಲು ಅಹರ್ನಿಶಿ ಟೊಂಕ ಕಟ್ಟಿ ದುಡಿದವರು. ಯಾರೇ ಬಂದರೂ ಅವರಿಗೆ ಪ್ರೀತಿಯಿಂದ ವಿದ್ಯಾದಾನ ಮಾಡುತ್ತಿದ್ದವರು. ಹಿಣಿ ಶೀಷ್ಯಾವಳಿಯ ಅವರನ್ನು ತಮ್ಮ ಮನೆಗೆ ಬರಮಾಡಿಕೊಂಡು, ಕಾವ್ಯ ವಾಚನ ಮಾಡಿಸಿ ಮನದುಂಬಿ ಕೊಂಡಾಡುತಿದ್ದರು. xyxy=(506,549,672,628)
concert-performer xyxy=(778,898,802,958)
swami-caption: ಇಂದು ಪರಮಪೂಜ್ಯ ಶ್ರೀ ಶಿವರಾತ್ರಿ ದೇಶಿಕೇಂದ್ರ ಸ್ವಾಮೀಜಿಯವರ ಪುಣ್ಯಸ್ಮರಣೆ. ತನ್ನಿಮಿತ್ತ ಈ ಲೇಖನ. xyxy=(456,1062,550,1118)
letter-title xyxy=(14,1192,290,1206)
letter-item xyxy=(14,1192,290,1334)
letter-item xyxy=(14,1092,290,1184)
motto-line: ಪತ್ರಿಕೋದ್ಯಮದ ಭೂಮಿಗೆ ನ ಓ ಸ್ವಾತಂತ್ರ್ಯ ಧರ್ಮ! xyxy=(105,241,199,247)
